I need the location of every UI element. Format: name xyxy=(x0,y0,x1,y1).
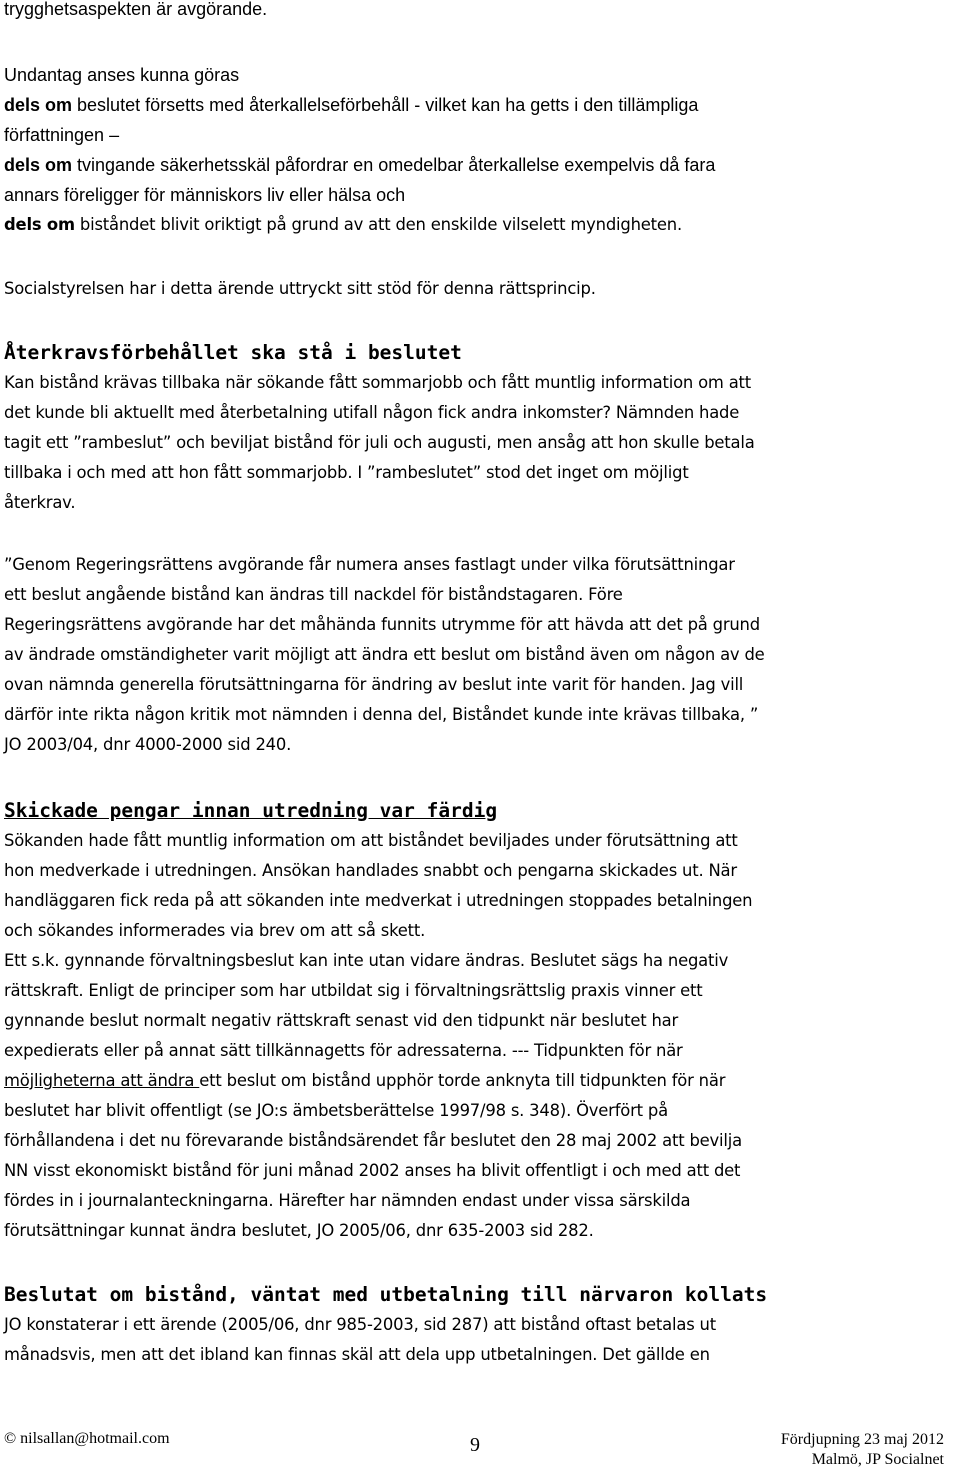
text-line: förhållandena i det nu förevarande biståndsärendet får beslutet den 28 maj 2002 att bevilja xyxy=(4,1131,742,1150)
page-footer xyxy=(4,1426,954,1468)
text-line: tillbaka i och med att hon fått sommarjobb. I ”rambeslutet” stod det inget om möjligt xyxy=(4,463,689,482)
text-line: JO konstaterar i ett ärende (2005/06, dnr 985-2003, sid 287) att bistånd oftast betalas ut xyxy=(4,1315,716,1334)
text-line: trygghetsaspekten är avgörande. xyxy=(4,0,268,19)
text-line: det kunde bli aktuellt med återbetalning utifall någon fick andra inkomster? Nämnden hade xyxy=(4,403,740,422)
paragraph-exceptions xyxy=(4,60,715,240)
text-line: hon medverkade i utredningen. Ansökan handlades snabbt och pengarna skickades ut. När xyxy=(4,861,737,880)
footer-source: Malmö, JP Socialnet xyxy=(811,1451,944,1468)
text-line: ovan nämnda generella förutsättningarna för ändring av beslut inte varit för handen. Jag vill xyxy=(4,675,744,694)
text-line: Undantag anses kunna göras xyxy=(4,65,240,85)
section-aterkrav xyxy=(4,338,755,518)
text-line: gynnande beslut normalt negativ rättskraft senast vid den tidpunkt när beslutet har xyxy=(4,1011,679,1030)
section-heading: Återkravsförbehållet ska stå i beslutet xyxy=(4,341,462,364)
bold-phrase: dels om xyxy=(4,95,73,115)
text-line: av ändrade omständigheter varit möjligt att ändra ett beslut om bistånd även om någon av de xyxy=(4,645,765,664)
text-line: annars föreligger för människors liv eller hälsa och xyxy=(4,185,406,205)
paragraph-socialstyrelsen xyxy=(4,274,596,304)
section-body xyxy=(4,1310,767,1370)
text-line xyxy=(4,210,715,240)
text-line: författningen – xyxy=(4,125,120,145)
text-line: månadsvis, men att det ibland kan finnas skäl att dela upp utbetalningen. Det gällde en xyxy=(4,1345,710,1364)
text-line: fördes in i journalanteckningarna. Härefter har nämnden endast under vissa särskilda xyxy=(4,1191,691,1210)
text-line: beslutet har blivit offentligt (se JO:s ämbetsberättelse 1997/98 s. 348). Överfört på xyxy=(4,1101,668,1120)
text-line xyxy=(4,90,715,120)
bold-phrase: dels om xyxy=(4,155,73,175)
page-number: 9 xyxy=(470,1434,480,1456)
paragraph-quote xyxy=(4,550,765,760)
footer-email: © nilsallan@hotmail.com xyxy=(4,1430,170,1447)
text-line: handläggaren fick reda på att sökanden inte medverkat i utredningen stoppades betalningen xyxy=(4,891,753,910)
text-line: förutsättningar kunnat ändra beslutet, JO 2005/06, dnr 635-2003 sid 282. xyxy=(4,1221,594,1240)
section-skickade-pengar xyxy=(4,796,752,1246)
footer-right xyxy=(781,1430,944,1470)
section-heading: Skickade pengar innan utredning var färdig xyxy=(4,799,498,822)
text-line: Socialstyrelsen har i detta ärende uttryckt sitt stöd för denna rättsprincip. xyxy=(4,279,596,298)
text-line: tagit ett ”rambeslut” och beviljat bistånd för juli och augusti, men ansåg att hon skulle betala xyxy=(4,433,755,452)
bold-phrase: dels om xyxy=(4,215,75,234)
underlined-phrase: möjligheterna att ändra xyxy=(4,1071,200,1090)
text-line: Regeringsrättens avgörande har det måhända funnits utrymme för att hävda att det på grund xyxy=(4,615,760,634)
text-line xyxy=(4,150,715,180)
text-span: beslutet försetts med återkallelseförbehåll - vilket kan ha getts i den tillämpliga xyxy=(72,95,699,115)
text-line: återkrav. xyxy=(4,493,76,512)
text-span: tvingande säkerhetsskäl påfordrar en omedelbar återkallelse exempelvis då fara xyxy=(72,155,716,175)
text-line: Sökanden hade fått muntlig information om att biståndet beviljades under förutsättning att xyxy=(4,831,738,850)
section-body xyxy=(4,826,752,1246)
paragraph-intro xyxy=(4,0,267,24)
section-beslutat xyxy=(4,1280,767,1370)
footer-title: Fördjupning 23 maj 2012 xyxy=(780,1431,944,1448)
text-line: NN visst ekonomiskt bistånd för juni månad 2002 anses ha blivit offentligt i och med att det xyxy=(4,1161,741,1180)
text-line: och sökandes informerades via brev om att så skett. xyxy=(4,921,426,940)
text-span: ett beslut om bistånd upphör torde anknyta till tidpunkten för när xyxy=(199,1071,726,1090)
text-span: biståndet blivit oriktigt på grund av att den enskilde vilselett myndigheten. xyxy=(74,215,682,234)
section-heading: Beslutat om bistånd, väntat med utbetalning till närvaron kollats xyxy=(4,1283,768,1306)
section-body xyxy=(4,368,755,518)
text-line: JO 2003/04, dnr 4000-2000 sid 240. xyxy=(4,735,292,754)
text-line: Ett s.k. gynnande förvaltningsbeslut kan inte utan vidare ändras. Beslutet sägs ha negativ xyxy=(4,951,729,970)
text-line: expedierats eller på annat sätt tillkännagetts för adressaterna. --- Tidpunkten för när xyxy=(4,1041,683,1060)
text-line: ett beslut angående bistånd kan ändras till nackdel för biståndstagaren. Före xyxy=(4,585,623,604)
text-line: rättskraft. Enligt de principer som har utbildat sig i förvaltningsrättslig praxis vinner ett xyxy=(4,981,703,1000)
text-line xyxy=(4,1066,752,1096)
text-line: Kan bistånd krävas tillbaka när sökande fått sommarjobb och fått muntlig information om att xyxy=(4,373,751,392)
text-line: därför inte rikta någon kritik mot nämnden i denna del, Biståndet kunde inte krävas tillbaka, ” xyxy=(4,705,759,724)
text-line: ”Genom Regeringsrättens avgörande får numera anses fastlagt under vilka förutsättningar xyxy=(4,555,735,574)
